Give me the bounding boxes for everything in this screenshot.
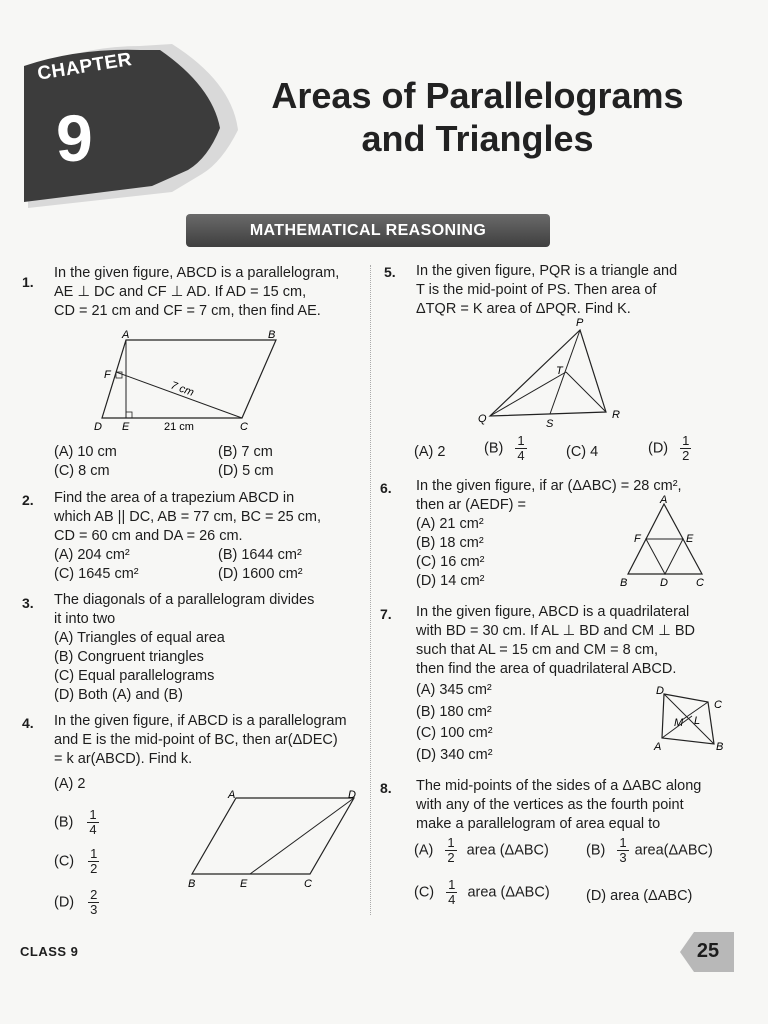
label-r: R	[612, 409, 620, 421]
title-line-2: and Triangles	[361, 118, 594, 160]
label-f: F	[104, 369, 111, 381]
fraction: $\frac{1}{4}$	[448, 877, 456, 907]
option-d: (D) area (ΔABC)	[586, 888, 693, 904]
question-text	[416, 603, 756, 679]
label-m: M	[674, 717, 684, 729]
question-text	[54, 712, 364, 769]
option-b	[54, 808, 99, 837]
q6-line-1: In the given figure, if ar (ΔABC) = 28 cm²,	[416, 478, 682, 494]
q2-line-3: CD = 60 cm and DA = 26 cm.	[54, 528, 243, 544]
option-d: (D) Both (A) and (B)	[54, 687, 183, 703]
option-a: (A) 10 cm	[54, 444, 117, 460]
question-text	[54, 591, 364, 629]
q4-line-1: In the given figure, if ABCD is a parallelogram	[54, 713, 347, 729]
option-c-label: (C)	[414, 884, 435, 901]
label-b: B	[620, 577, 628, 589]
label-a: A	[122, 329, 130, 341]
option-b	[484, 434, 527, 463]
label-c: C	[696, 577, 704, 589]
q7-line-1: In the given figure, ABCD is a quadrilateral	[416, 604, 690, 620]
fraction: $\frac{2}{3}$	[90, 887, 98, 917]
chapter-label: CHAPTER	[36, 49, 134, 85]
option-c-text: area (ΔABC)	[467, 884, 550, 901]
option-b: (B) 1644 cm²	[218, 547, 302, 563]
option-c: (C) 4	[566, 444, 599, 460]
option-a: (A) 21 cm²	[416, 516, 484, 532]
page-title	[200, 74, 755, 160]
label-e: E	[240, 878, 248, 890]
option-b-label: (B)	[586, 842, 606, 859]
label-d: D	[660, 577, 668, 589]
label-a: A	[228, 789, 236, 801]
section-heading: MATHEMATICAL REASONING	[186, 214, 550, 247]
option-b: (B) 18 cm²	[416, 535, 484, 551]
option-a-text: area (ΔABC)	[466, 842, 549, 859]
q3-line-1: The diagonals of a parallelogram divides	[54, 592, 315, 608]
column-divider	[370, 265, 371, 915]
q7-figure	[652, 684, 732, 754]
q2-line-1: Find the area of a trapezium ABCD in	[54, 490, 295, 506]
option-c	[414, 878, 550, 907]
fraction: $\frac{1}{2}$	[90, 846, 98, 876]
option-b	[586, 836, 713, 865]
option-b: (B) Congruent triangles	[54, 649, 204, 665]
option-c: (C) 16 cm²	[416, 554, 485, 570]
option-d: (D) 14 cm²	[416, 573, 485, 589]
label-s: S	[546, 418, 554, 430]
q4-line-3: = k ar(ABCD). Find k.	[54, 751, 193, 767]
q5-figure	[474, 314, 634, 430]
option-a-label: (A)	[414, 842, 434, 859]
question-number: 3.	[22, 595, 34, 611]
option-a: (A) 2	[54, 776, 86, 792]
q8-line-2: with any of the vertices as the fourth point	[416, 797, 684, 813]
label-c: C	[304, 878, 312, 890]
label-c: C	[714, 699, 722, 711]
option-c: (C) 8 cm	[54, 463, 110, 479]
question-number: 4.	[22, 715, 34, 731]
label-dc: 21 cm	[164, 421, 194, 433]
fraction: $\frac{1}{2}$	[447, 835, 455, 865]
label-d: D	[656, 685, 664, 697]
option-a: (A) 345 cm²	[416, 682, 492, 698]
label-a: A	[654, 741, 662, 753]
option-b-label: (B)	[484, 440, 504, 457]
label-e: E	[122, 421, 130, 433]
option-b-label: (B)	[54, 814, 74, 831]
question-text	[54, 489, 364, 546]
q5-line-1: In the given figure, PQR is a triangle and	[416, 263, 678, 279]
chapter-number: 9	[56, 101, 93, 175]
option-b: (B) 7 cm	[218, 444, 273, 460]
option-c-label: (C)	[54, 853, 75, 870]
label-c: C	[240, 421, 248, 433]
label-b: B	[716, 741, 724, 753]
fraction: $\frac{1}{4}$	[89, 807, 97, 837]
option-a: (A) Triangles of equal area	[54, 630, 225, 646]
question-text	[416, 262, 756, 319]
q4-line-2: and E is the mid-point of BC, then ar(ΔDEC)	[54, 732, 338, 748]
page-number: 25	[696, 940, 720, 962]
option-c	[54, 847, 99, 876]
option-c: (C) Equal parallelograms	[54, 668, 215, 684]
label-a: A	[660, 494, 668, 506]
q7-line-2: with BD = 30 cm. If AL ⊥ BD and CM ⊥ BD	[416, 623, 695, 639]
option-d-label: (D)	[648, 440, 669, 457]
q1-line-3: CD = 21 cm and CF = 7 cm, then find AE.	[54, 303, 321, 319]
q6-line-2: then ar (AEDF) =	[416, 497, 526, 513]
q1-figure	[90, 328, 290, 436]
q8-line-1: The mid-points of the sides of a ΔABC along	[416, 778, 702, 794]
q6-figure	[616, 494, 716, 590]
option-b: (B) 180 cm²	[416, 704, 492, 720]
question-text	[54, 264, 364, 321]
option-d: (D) 5 cm	[218, 463, 274, 479]
question-number: 2.	[22, 492, 34, 508]
q2-line-2: which AB || DC, AB = 77 cm, BC = 25 cm,	[54, 509, 322, 525]
option-b-text: area(ΔABC)	[634, 842, 713, 859]
q5-line-2: T is the mid-point of PS. Then area of	[416, 282, 657, 298]
label-d: D	[348, 789, 356, 801]
question-number: 6.	[380, 480, 392, 496]
label-b: B	[188, 878, 196, 890]
q7-line-4: then find the area of quadrilateral ABCD.	[416, 661, 677, 677]
question-number: 8.	[380, 780, 392, 796]
option-a: (A) 204 cm²	[54, 547, 130, 563]
question-number: 1.	[22, 274, 34, 290]
fraction: $\frac{1}{3}$	[619, 835, 627, 865]
question-number: 7.	[380, 606, 392, 622]
label-d: D	[94, 421, 102, 433]
q7-line-3: such that AL = 15 cm and CM = 8 cm,	[416, 642, 659, 658]
q3-line-2: it into two	[54, 611, 116, 627]
question-number: 5.	[384, 264, 396, 280]
label-e: E	[686, 533, 694, 545]
option-a	[414, 836, 549, 865]
label-cf: 7 cm	[168, 379, 196, 399]
option-d	[54, 888, 99, 917]
option-c: (C) 1645 cm²	[54, 566, 139, 582]
q1-line-1: In the given figure, ABCD is a parallelogram,	[54, 265, 340, 281]
label-p: P	[576, 317, 584, 329]
label-t: T	[556, 365, 563, 377]
option-d	[648, 434, 691, 463]
q4-figure	[184, 786, 364, 894]
label-l: L	[694, 715, 701, 727]
label-f: F	[634, 533, 641, 545]
option-d-label: (D)	[54, 894, 75, 911]
q5-line-3: ΔTQR = K area of ΔPQR. Find K.	[416, 301, 631, 317]
option-c: (C) 100 cm²	[416, 725, 493, 741]
label-b: B	[268, 329, 276, 341]
q8-line-3: make a parallelogram of area equal to	[416, 816, 661, 832]
label-q: Q	[478, 413, 487, 425]
question-text	[416, 777, 756, 834]
class-label: CLASS 9	[20, 944, 79, 959]
q1-line-2: AE ⊥ DC and CF ⊥ AD. If AD = 15 cm,	[54, 284, 307, 300]
title-line-1: Areas of Parallelograms	[271, 75, 684, 116]
fraction: $\frac{1}{4}$	[517, 433, 525, 463]
option-a: (A) 2	[414, 444, 446, 460]
option-d: (D) 1600 cm²	[218, 566, 303, 582]
option-d: (D) 340 cm²	[416, 747, 493, 763]
fraction: $\frac{1}{2}$	[682, 433, 690, 463]
